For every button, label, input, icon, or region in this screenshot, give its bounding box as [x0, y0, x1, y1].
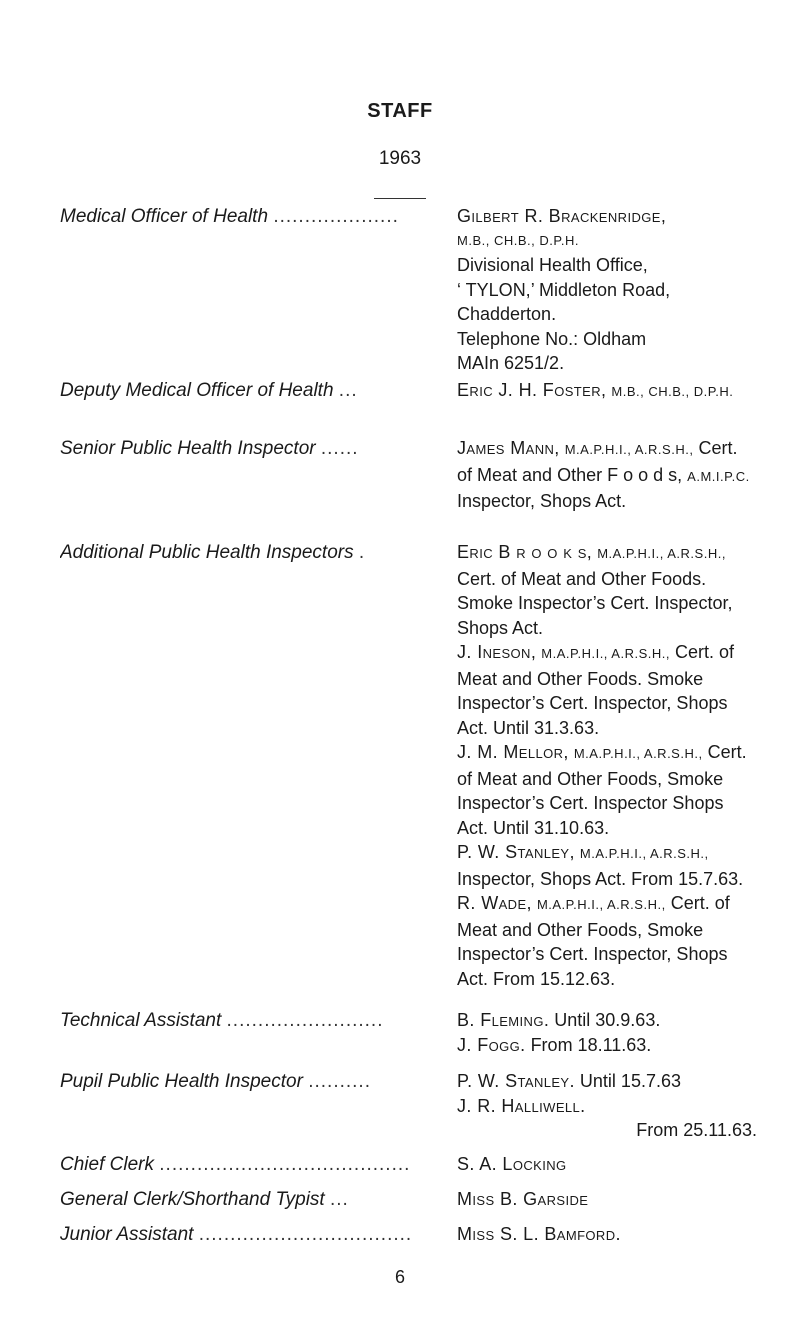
staff-name: Gilbert R. Brackenridge, [457, 206, 667, 226]
staff-name: S. A. Locking [457, 1154, 567, 1174]
staff-name: J. R. Halliwell. [457, 1095, 586, 1116]
staff-details [457, 378, 757, 405]
staff-details [457, 204, 757, 376]
qualifications: M.A.P.H.I., A.R.S.H., [579, 846, 709, 861]
staff-details [457, 1152, 757, 1177]
page-title: STAFF [367, 100, 433, 122]
leader-dots: .......... [308, 1071, 371, 1092]
staff-detail: Until 15.7.63 [579, 1071, 681, 1091]
inspector-record [457, 840, 757, 891]
role-label: Additional Public Health Inspectors . [60, 542, 366, 563]
leader-dots: ... [338, 380, 358, 401]
role-label: Medical Officer of Health .................... [60, 206, 399, 227]
role-label: Technical Assistant ......................... [60, 1010, 384, 1031]
inspector-record [457, 540, 757, 640]
address-line: Chadderton. [457, 304, 557, 324]
staff-detail: Cert. of Meat and Other [457, 438, 738, 485]
qualifications: M.A.P.H.I., A.R.S.H., [536, 897, 666, 912]
staff-name: J. Ineson, [457, 642, 537, 662]
staff-name: P. W. Stanley, [457, 842, 575, 862]
inspector-record [457, 891, 757, 991]
staff-name: P. W. Stanley. [457, 1071, 575, 1091]
title-divider [374, 198, 426, 199]
address-line: ‘ TYLON,’ Middleton Road, [457, 279, 671, 300]
telephone-line: Telephone No.: Oldham [457, 328, 647, 349]
staff-detail: Inspector, Shops Act. [457, 491, 627, 511]
role-label: Senior Public Health Inspector ...... [60, 438, 359, 459]
staff-detail: Until 30.9.63. [554, 1010, 661, 1030]
leader-dots: ......................... [226, 1010, 384, 1031]
role-label: Junior Assistant .................................. [60, 1224, 413, 1245]
qualifications: M.B., CH.B., D.P.H. [457, 232, 579, 248]
leader-dots: .................... [273, 206, 399, 227]
qualifications: A.M.I.P.C. [687, 468, 750, 484]
staff-name: Miss S. L. Bamford. [457, 1224, 621, 1244]
staff-name: Miss B. Garside [457, 1189, 589, 1209]
staff-details [457, 1008, 757, 1057]
staff-detail: Inspector, Shops Act. From 15.7.63. [457, 868, 744, 889]
leader-dots: .................................. [198, 1224, 413, 1245]
role-label: Chief Clerk ........................................ [60, 1154, 411, 1175]
staff-detail: From 25.11.63. [636, 1120, 757, 1140]
report-year: 1963 [378, 148, 422, 169]
staff-details [457, 1187, 757, 1212]
leader-dots: ...... [320, 438, 359, 459]
leader-dots: . [358, 542, 366, 563]
address-line: Divisional Health Office, [457, 255, 648, 275]
staff-details [457, 1069, 757, 1143]
staff-name: Eric B r o o k s, [457, 542, 593, 562]
staff-name: B. Fleming. [457, 1010, 550, 1030]
staff-name: J. M. Mellor, [457, 742, 569, 762]
leader-dots: ... [330, 1189, 349, 1210]
qualifications: M.A.P.H.I., A.R.S.H., [564, 442, 694, 457]
role-label: Pupil Public Health Inspector .......... [60, 1071, 371, 1092]
telephone-number: MAIn 6251/2. [457, 353, 565, 373]
role-label: General Clerk/Shorthand Typist ... [60, 1189, 349, 1210]
inspector-record [457, 640, 757, 740]
staff-detail: F o o d s, [607, 464, 683, 485]
qualifications: M.A.P.H.I., A.R.S.H., [541, 646, 670, 661]
leader-dots: ........................................ [159, 1154, 411, 1175]
staff-detail: Cert. of Meat and Other Foods, Smoke Inspector’s Cert. Inspector, Shops Act. From 15.12.63. [457, 893, 730, 989]
staff-name: Eric J. H. Foster, [457, 380, 607, 400]
staff-detail: From 18.11.63. [530, 1034, 652, 1055]
page-number: 6 [394, 1267, 405, 1287]
role-label: Deputy Medical Officer of Health ... [60, 380, 358, 401]
staff-name: James Mann, [457, 438, 560, 458]
qualifications: M.A.P.H.I., A.R.S.H., [597, 546, 726, 561]
staff-details [457, 540, 757, 991]
staff-name: J. Fogg. [457, 1034, 526, 1055]
staff-name: R. Wade, [457, 893, 532, 913]
staff-details [457, 436, 757, 514]
inspector-record [457, 740, 757, 840]
staff-detail: Cert. of Meat and Other Foods. Smoke Inspector’s Cert. Inspector, Shops Act. Until 31.3.63. [457, 642, 735, 738]
qualifications: M.B., CH.B., D.P.H. [611, 384, 734, 399]
qualifications: M.A.P.H.I., A.R.S.H., [573, 746, 703, 761]
staff-detail: Cert. of Meat and Other Foods. Smoke Inspector’s Cert. Inspector, Shops Act. [457, 568, 733, 638]
staff-detail: Cert. of Meat and Other Foods, Smoke Inspector’s Cert. Inspector Shops Act. Until 31.10.63. [457, 742, 747, 838]
staff-details [457, 1222, 757, 1247]
